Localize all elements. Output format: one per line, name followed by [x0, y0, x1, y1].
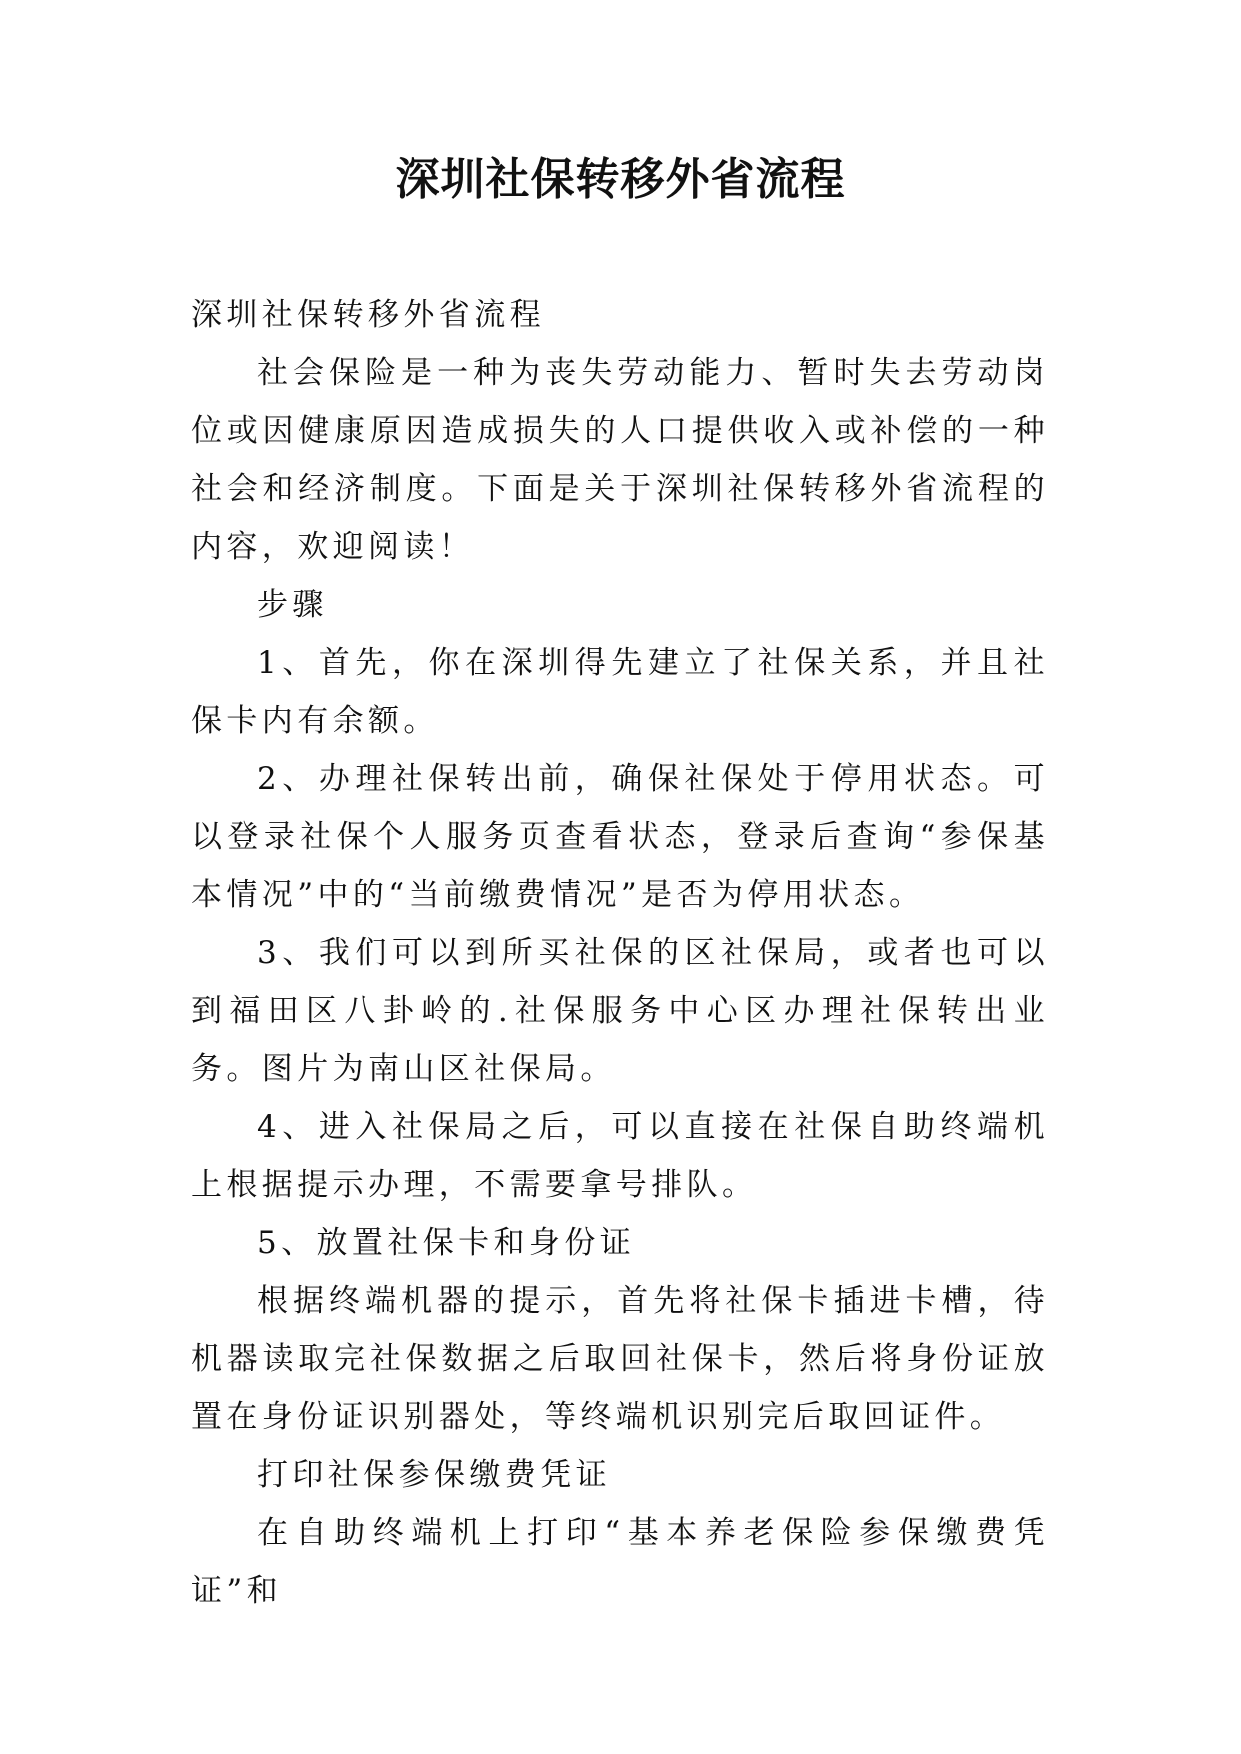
- paragraph: 社会保险是一种为丧失劳动能力、暂时失去劳动岗位或因健康原因造成损失的人口提供收入或补偿的一种社会和经济制度。下面是关于深圳社保转移外省流程的内容，欢迎阅读！: [191, 355, 1049, 565]
- paragraph: 1、首先，你在深圳得先建立了社保关系，并且社保卡内有余额。: [191, 645, 1049, 739]
- paragraph: 根据终端机器的提示，首先将社保卡插进卡槽，待机器读取完社保数据之后取回社保卡，然后将身份证放置在身份证识别器处，等终端机识别完后取回证件。: [191, 1283, 1049, 1435]
- paragraph: 3、我们可以到所买社保的区社保局，或者也可以到福田区八卦岭的.社保服务中心区办理社保转出业务。图片为南山区社保局。: [191, 935, 1049, 1087]
- paragraph: 深圳社保转移外省流程: [191, 297, 545, 333]
- paragraph: 5、放置社保卡和身份证: [257, 1225, 636, 1261]
- paragraph: 在自助终端机上打印“基本养老保险参保缴费凭证”和: [191, 1515, 1049, 1609]
- paragraph: 4、进入社保局之后，可以直接在社保自助终端机上根据提示办理，不需要拿号排队。: [191, 1109, 1049, 1203]
- paragraph: 2、办理社保转出前，确保社保处于停用状态。可以登录社保个人服务页查看状态，登录后查询“参保基本情况”中的“当前缴费情况”是否为停用状态。: [191, 761, 1049, 913]
- page-title: 深圳社保转移外省流程: [395, 154, 846, 205]
- paragraph: 步骤: [257, 587, 328, 623]
- paragraph: 打印社保参保缴费凭证: [257, 1457, 611, 1493]
- document-body: [191, 286, 1049, 1620]
